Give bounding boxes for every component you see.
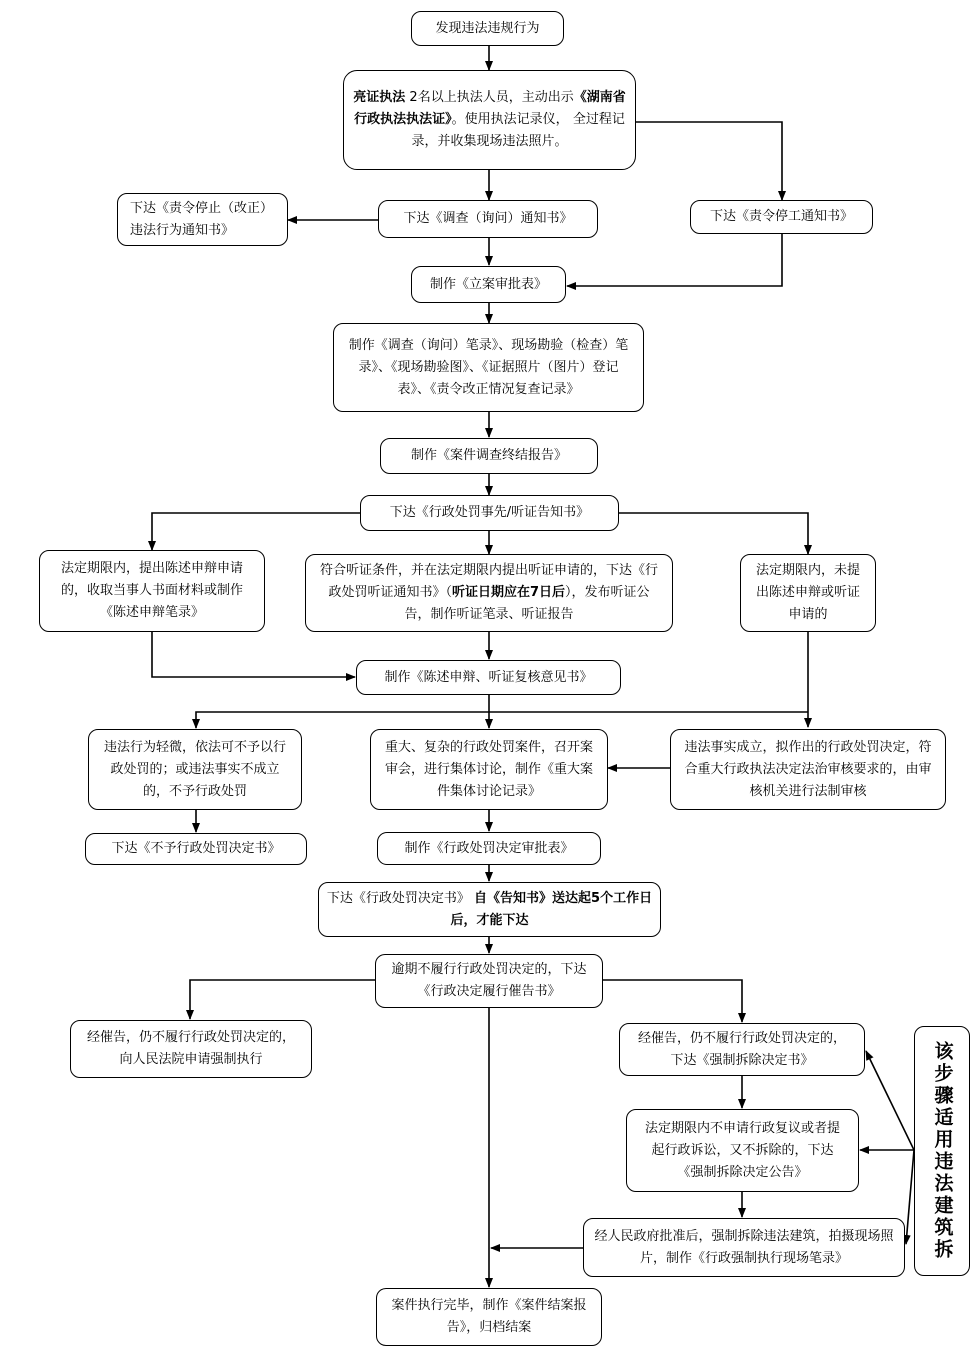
- stop-correction-notice-node: [117, 193, 288, 246]
- major-case-label: 重大、复杂的行政处罚案件，召开案审会，进行集体讨论，制作《重大案件集体讨论记录》: [384, 739, 593, 799]
- review-opinion-node: [356, 660, 621, 695]
- overdue-reminder-node: [375, 954, 603, 1008]
- minor-violation-node: [88, 729, 302, 810]
- final-report-label: 制作《案件调查终结报告》: [410, 448, 567, 463]
- stop-work-notice-node: [690, 200, 873, 234]
- investigation-notice-node: [378, 200, 598, 238]
- no-penalty-decision-node: [85, 833, 307, 865]
- hearing-date-rule: 听证日期应在7日后: [451, 585, 566, 600]
- show-certificate-node: [343, 70, 636, 170]
- prior-notice-label: 下达《行政处罚事先/听证告知书》: [389, 505, 590, 520]
- demolition-applicability-note: [914, 1026, 970, 1276]
- demolition-execution-label: 经人民政府批准后，强制拆除违法建筑，拍摄现场照片，制作《行政强制执行现场笔录》: [594, 1228, 894, 1266]
- demolition-notice-node: [626, 1109, 859, 1192]
- court-enforcement-label: 经催告，仍不履行行政处罚决定的，向人民法院申请强制执行: [86, 1030, 295, 1067]
- defense-request-node: [39, 550, 265, 632]
- case-closing-label: 案件执行完毕，制作《案件结案报告》，归档结案: [391, 1298, 587, 1335]
- show-certificate-title: 亮证执法: [353, 90, 406, 105]
- show-certificate-line-3: 全过程记录，并收集现场违法照片。: [411, 112, 625, 149]
- penalty-decision-node: [318, 882, 661, 937]
- defense-request-label: 法定期限内，提出陈述申辩申请的，收取当事人书面材料或制作《陈述申辩笔录》: [60, 561, 243, 620]
- decision-approval-node: [377, 832, 601, 865]
- legal-review-node: [670, 729, 946, 810]
- show-certificate-line-1: [409, 90, 625, 105]
- hearing-request-text-2: ），发布听证公告，制作听证笔录、听证报告: [404, 585, 650, 622]
- stop-work-notice-label: 下达《责令停工通知书》: [709, 209, 853, 224]
- prior-notice-node: [360, 495, 619, 531]
- court-enforcement-node: [70, 1020, 312, 1078]
- no-penalty-decision-label: 下达《不予行政处罚决定书》: [111, 841, 281, 856]
- demolition-applicability-note-text: 该步骤适用违法建筑拆: [931, 1041, 954, 1261]
- final-report-node: [380, 438, 598, 474]
- minor-violation-label: 违法行为轻微，依法可不予以行政处罚的；或违法事实不成立的，不予行政处罚: [103, 739, 286, 799]
- stop-correction-notice-label: 下达《责令停止（改正）违法行为通知书》: [130, 200, 274, 238]
- decision-approval-label: 制作《行政处罚决定审批表》: [404, 840, 574, 856]
- show-certificate-line-2: [354, 112, 573, 127]
- demolition-decision-node: [619, 1023, 865, 1076]
- show-certificate-text-2: 。使用执法记录仪，: [451, 112, 569, 127]
- discover-violation-node: [411, 11, 564, 46]
- show-certificate-bold-1: 《湖南省: [573, 90, 626, 105]
- review-opinion-label: 制作《陈述申辩、听证复核意见书》: [384, 669, 593, 685]
- case-approval-node: [411, 266, 566, 303]
- discover-violation-label: 发现违法违规行为: [435, 20, 540, 36]
- no-request-node: [740, 554, 876, 632]
- hearing-request-text: [316, 560, 662, 626]
- show-certificate-text-1: 2名以上执法人员，主动出示: [409, 90, 574, 105]
- major-case-node: [370, 729, 608, 810]
- show-certificate-bold-2: 行政执法执法证》: [354, 112, 452, 127]
- legal-review-label: 违法事实成立，拟作出的行政处罚决定，符合重大行政执法决定法治审核要求的，由审核机关进行法制审核: [684, 739, 932, 799]
- hearing-request-node: [305, 554, 673, 632]
- penalty-decision-label: 下达《行政处罚决定书》: [326, 890, 470, 906]
- investigation-notice-label: 下达《调查（询问）通知书》: [403, 211, 573, 226]
- penalty-decision-timing: 自《告知书》送达起5个工作日后，才能下达: [450, 890, 653, 928]
- hearing-request-text-1: 符合听证条件，并在法定期限内提出听证申请的，下达《行政处罚听证通知书》（: [319, 563, 658, 600]
- overdue-reminder-label: 逾期不履行行政处罚决定的，下达《行政决定履行催告书》: [391, 962, 587, 999]
- case-approval-label: 制作《立案审批表》: [429, 276, 547, 292]
- investigation-records-label: 制作《调查（询问）笔录》、现场勘验（检查）笔录》、《现场勘验图》、《证据照片（图片）登记表》、《责令改正情况复查记录》: [348, 337, 629, 397]
- no-request-label: 法定期限内，未提出陈述申辩或听证申请的: [755, 563, 860, 622]
- case-closing-node: [376, 1288, 602, 1346]
- demolition-notice-label: 法定期限内不申请行政复议或者提起行政诉讼，又不拆除的，下达《强制拆除决定公告》: [644, 1120, 840, 1180]
- demolition-execution-node: [583, 1218, 905, 1277]
- demolition-decision-label: 经催告，仍不履行行政处罚决定的，下达《强制拆除决定书》: [637, 1030, 846, 1068]
- investigation-records-node: [333, 323, 644, 412]
